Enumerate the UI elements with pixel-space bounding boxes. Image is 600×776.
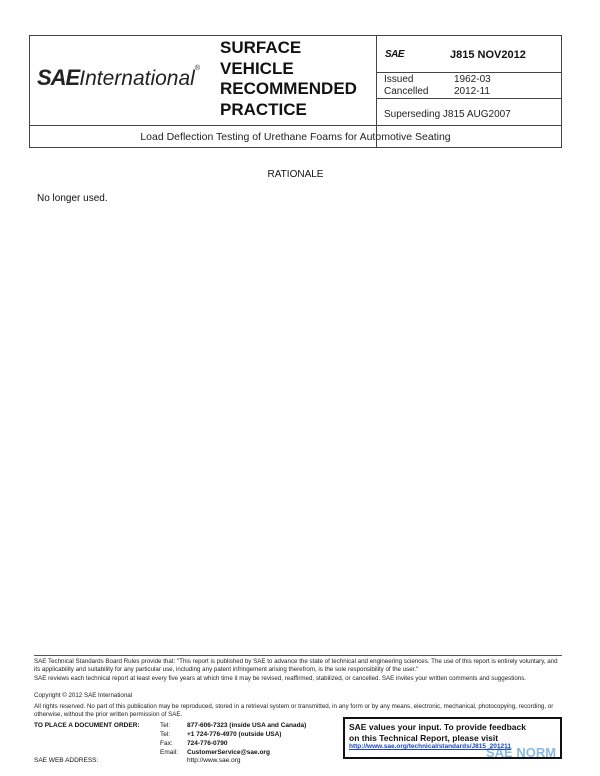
contact-label: Email: <box>160 749 179 756</box>
issued-label: Issued <box>384 74 414 85</box>
web-address-label: SAE WEB ADDRESS: <box>34 757 99 764</box>
footer-rule <box>34 655 562 656</box>
contact-label: Fax: <box>160 740 173 747</box>
cancelled-label: Cancelled <box>384 86 429 97</box>
contact-label: Tel: <box>160 731 171 738</box>
contact-label: Tel: <box>160 722 171 729</box>
header-divider-right-1 <box>376 72 562 73</box>
superseding-note: Superseding J815 AUG2007 <box>384 109 511 120</box>
feedback-link[interactable]: http://www.sae.org/technical/standards/J815_201211 <box>349 743 511 750</box>
contact-email-link[interactable]: CustomerService@sae.org <box>187 749 270 756</box>
doc-type-line: VEHICLE <box>220 58 294 78</box>
contact-fax: 724-776-0790 <box>187 740 228 747</box>
section-heading-rationale: RATIONALE <box>267 169 324 180</box>
feedback-line-1: SAE values your input. To provide feedback <box>349 722 526 732</box>
feedback-line-2: on this Technical Report, please visit <box>349 732 499 743</box>
cancelled-date: 2012-11 <box>454 86 490 97</box>
document-number: J815 NOV2012 <box>450 49 526 61</box>
header-divider-right-2 <box>376 98 562 99</box>
document-title: Load Deflection Testing of Urethane Foams for Automotive Seating <box>140 131 451 143</box>
order-label: TO PLACE A DOCUMENT ORDER: <box>34 722 140 729</box>
doc-type-line: PRACTICE <box>220 99 307 119</box>
copyright-notice: Copyright © 2012 SAE International <box>34 692 133 699</box>
contact-phone-international: +1 724-776-4970 (outside USA) <box>187 731 282 738</box>
sae-small-logo: SAE <box>385 49 405 60</box>
header-divider-horizontal <box>30 125 562 126</box>
doc-type-line: RECOMMENDED <box>220 79 357 98</box>
sae-international-logo: SAEInternational® <box>37 65 201 90</box>
sae-norm-watermark: SAE NORM <box>486 745 557 760</box>
review-notice: SAE reviews each technical report at least every five years at which time it may be revised, reaffirmed, stabilized, or cancelled. SAE invites your written comments and suggestions. <box>34 675 527 682</box>
rights-notice: All rights reserved. No part of this publication may be reproduced, stored in a retrieval system or transmitted, in any form or by any means, electronic, mechanical, photocopying, recording, or otherwise, without the prior written permission of SAE. <box>34 703 554 718</box>
sae-web-address-link[interactable]: http://www.sae.org <box>187 757 241 764</box>
doc-type-line: SURFACE <box>220 38 302 57</box>
issued-date: 1962-03 <box>454 74 491 85</box>
standards-board-rules: SAE Technical Standards Board Rules provide that: "This report is published by SAE to advance the state of technical and engineering sciences. The use of this report is entirely voluntary, and its applicability and suitability for any particular use, including any patent infringement arising therefrom, is the sole responsibility of the user." <box>34 658 558 673</box>
document-type <box>220 38 357 120</box>
rationale-body: No longer used. <box>37 193 108 204</box>
contact-phone-domestic: 877-606-7323 (inside USA and Canada) <box>187 722 307 729</box>
